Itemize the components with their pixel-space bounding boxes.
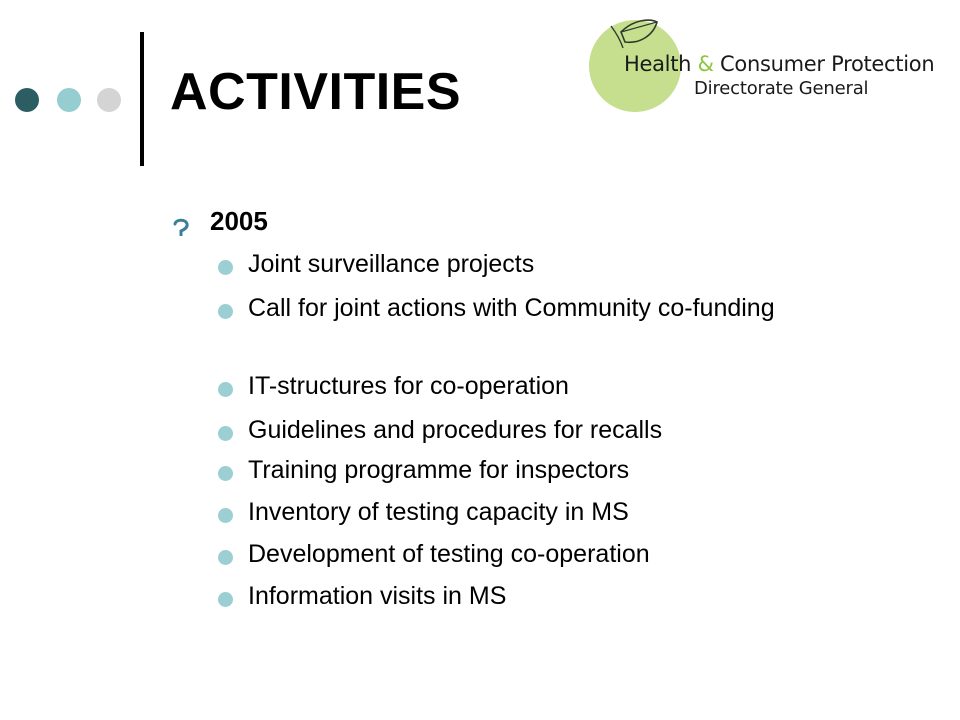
list-item: Inventory of testing capacity in MS [248, 498, 629, 526]
slide-title: ACTIVITIES [170, 63, 462, 121]
logo-ampersand: & [697, 52, 714, 76]
list-item: Training programme for inspectors [248, 456, 630, 484]
list-item: Information visits in MS [248, 582, 507, 610]
list-item: Joint surveillance projects [248, 250, 535, 278]
list-bullet [218, 466, 233, 481]
logo-brand-part2: Consumer Protection [720, 52, 935, 76]
section-heading: 2005 [210, 206, 268, 236]
list-bullet [218, 550, 233, 565]
list-item: IT-structures for co-operation [248, 372, 569, 400]
logo-brand-part1: Health [624, 52, 692, 76]
list-bullet [218, 592, 233, 607]
list-item: Development of testing co-operation [248, 540, 650, 568]
list-bullet [218, 260, 233, 275]
list-item: Call for joint actions with Community co-funding [248, 294, 775, 322]
list-item: Guidelines and procedures for recalls [248, 416, 663, 444]
list-bullet [218, 508, 233, 523]
list-bullet [218, 382, 233, 397]
logo-subtitle: Directorate General [694, 78, 869, 99]
list-bullet [218, 304, 233, 319]
list-bullet [218, 426, 233, 441]
